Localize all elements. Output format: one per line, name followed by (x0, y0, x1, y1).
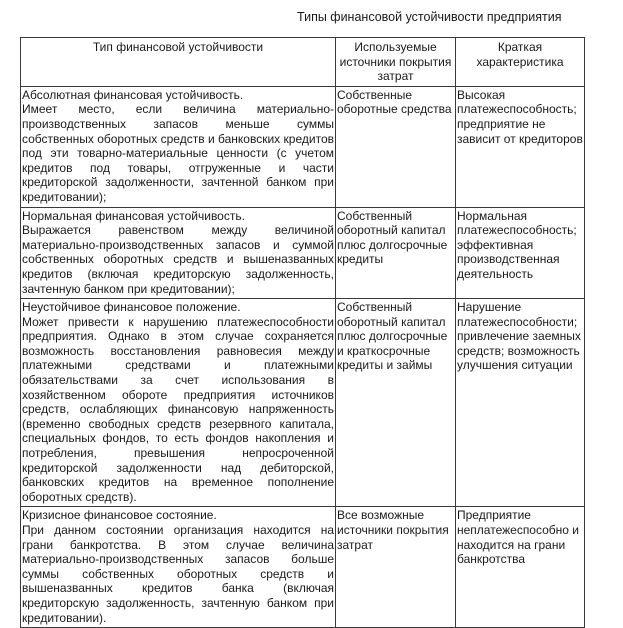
funding-sources-cell: Собственный оборотный капитал плюс долгосрочные и краткосрочные кредиты и займы (336, 299, 456, 507)
table-header-row (21, 38, 585, 87)
stability-type-cell (21, 86, 336, 207)
stability-type-description: Имеет место, если величина материально-производственных запасов меньше суммы собственных оборотных средств и банковских кредитов под эти товарно-материальные ценности (с учетом кредитов под товары, отгруженные и части кредиторской задолженности, зачтенной банком при кредитовании); (22, 102, 334, 204)
table-row (21, 207, 585, 299)
characteristic-cell: Нарушение платежеспособности; привлечение заемных средств; возможность улучшения ситуации (456, 299, 585, 507)
funding-sources-cell: Все возможные источники покрытия затрат (336, 507, 456, 628)
header-characteristic: Краткая характеристика (456, 38, 585, 87)
stability-type-cell (21, 207, 336, 299)
stability-type-cell (21, 507, 336, 628)
stability-type-description: При данном состоянии организация находится на грани банкротства. В этом случае величина материально-производственных запасов больше суммы собственных оборотных средств и вышеназванных кредитов банка (включая кредиторскую задолженность, зачтенную банком при кредитовании). (22, 523, 334, 625)
characteristic-cell: Предприятие неплатежеспособно и находится на грани банкротства (456, 507, 585, 628)
table-row (21, 299, 585, 507)
stability-type-title: Нормальная финансовая устойчивость. (22, 208, 245, 223)
header-stability-type: Тип финансовой устойчивости (21, 38, 336, 87)
table-row (21, 86, 585, 207)
table-row (21, 507, 585, 628)
funding-sources-cell: Собственный оборотный капитал плюс долгосрочные кредиты (336, 207, 456, 299)
characteristic-cell: Высокая платежеспособность; предприятие не зависит от кредиторов (456, 86, 585, 207)
stability-type-description: Может привести к нарушению платежеспособности предприятия. Однако в этом случае сохраняется возможность восстановления равновесия между платежными средствами и платежными обязательствами за счет использования в хозяйственном обороте предприятия источников средств, ослабляющих финансовую напряженность (временно свободных средств резервного капитала, специальных фондов, то есть фондов накопления и потребления, превышения непросроченной кредиторской задолженности над дебиторской, банковских кредитов на временное пополнение оборотных средств). (22, 314, 334, 504)
stability-type-title: Абсолютная финансовая устойчивость. (22, 87, 244, 102)
document-title: Типы финансовой устойчивости предприятия (297, 10, 562, 24)
stability-type-description: Выражается равенством между величиной материально-производственных запасов и суммой собственных оборотных средств и вышеназванных кредитов (включая кредиторскую задолженность, зачтенную банком при кредитовании); (22, 223, 334, 296)
header-funding-sources: Используемые источники покрытия затрат (336, 38, 456, 87)
financial-stability-table (20, 37, 585, 628)
characteristic-cell: Нормальная платежеспособность; эффективная производственная деятельность (456, 207, 585, 299)
stability-type-cell (21, 299, 336, 507)
stability-type-title: Кризисное финансовое состояние. (22, 508, 217, 523)
funding-sources-cell: Собственные оборотные средства (336, 86, 456, 207)
stability-type-title: Неустойчивое финансовое положение. (22, 300, 241, 315)
